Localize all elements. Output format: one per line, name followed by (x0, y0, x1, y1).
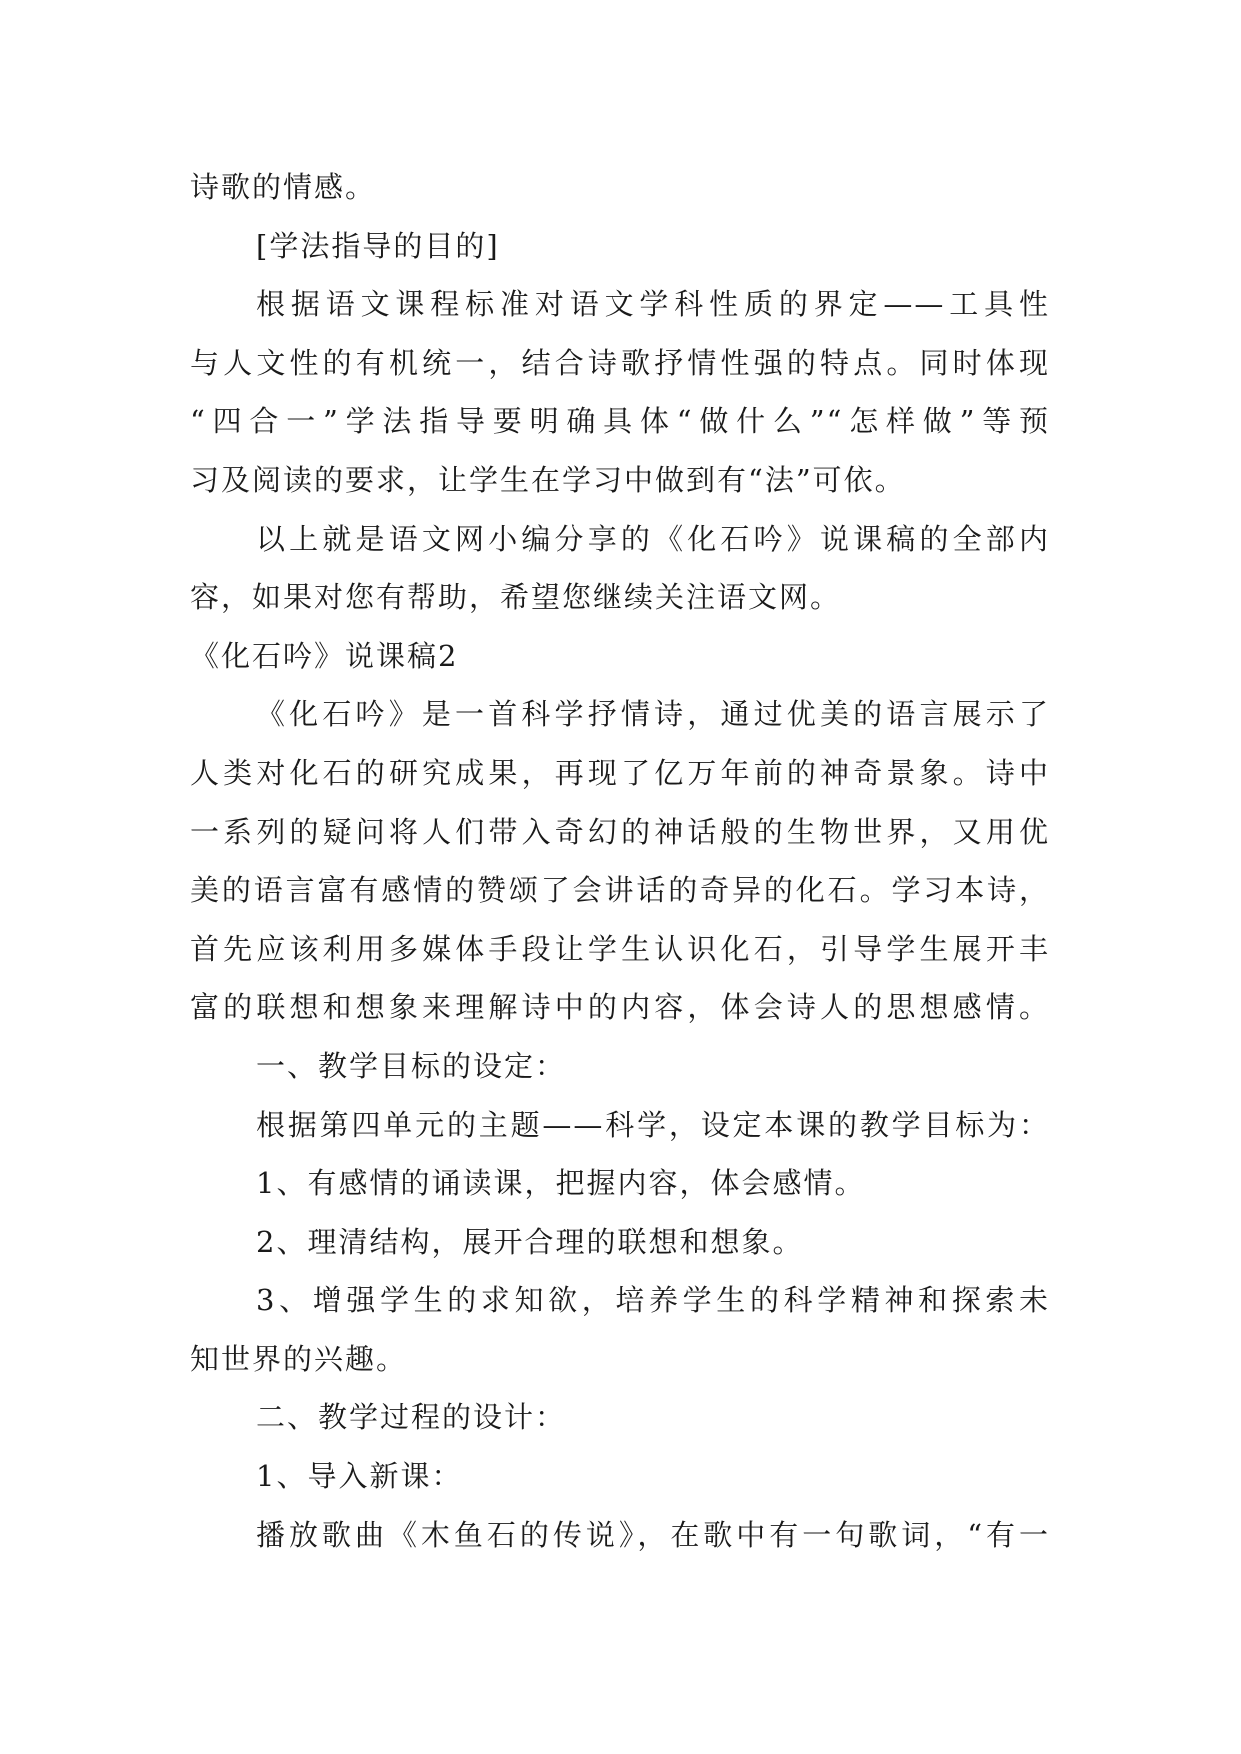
text-line: “四合一”学法指导要明确具体“做什么”“怎样做”等预 (190, 404, 1050, 439)
text-line: 诗歌的情感。 (190, 170, 377, 204)
text-line: 《化石吟》说课稿2 (190, 638, 459, 673)
text-line: 一系列的疑问将人们带入奇幻的神话般的生物世界，又用优 (190, 814, 1050, 849)
text-line: 习及阅读的要求，让学生在学习中做到有“法”可依。 (190, 462, 906, 497)
text-line: 1、导入新课： (256, 1459, 463, 1494)
text-line: 容，如果对您有帮助，希望您继续关注语文网。 (190, 580, 842, 615)
text-line: 1、有感情的诵读课，把握内容，体会感情。 (256, 1166, 866, 1201)
text-line: 3、增强学生的求知欲，培养学生的科学精神和探索未 (256, 1283, 1050, 1318)
text-line: 以上就是语文网小编分享的《化石吟》说课稿的全部内 (256, 521, 1050, 556)
text-line: 人类对化石的研究成果，再现了亿万年前的神奇景象。诗中 (190, 755, 1050, 790)
text-line: 美的语言富有感情的赞颂了会讲话的奇异的化石。学习本诗， (190, 873, 1050, 908)
text-line: [学法指导的目的] (256, 228, 500, 263)
text-line: 播放歌曲《木鱼石的传说》，在歌中有一句歌词，“有一 (256, 1517, 1050, 1552)
text-line: 根据第四单元的主题——科学，设定本课的教学目标为： (256, 1107, 1050, 1142)
text-line: 《化石吟》是一首科学抒情诗，通过优美的语言展示了 (256, 697, 1050, 732)
text-line: 一、教学目标的设定： (256, 1048, 567, 1083)
text-line: 知世界的兴趣。 (190, 1341, 408, 1376)
text-line: 与人文性的有机统一，结合诗歌抒情性强的特点。同时体现 (190, 345, 1050, 380)
text-line: 二、教学过程的设计： (256, 1400, 567, 1435)
text-line: 首先应该利用多媒体手段让学生认识化石，引导学生展开丰 (190, 931, 1050, 966)
text-line: 富的联想和想象来理解诗中的内容，体会诗人的思想感情。 (190, 990, 1050, 1025)
text-line: 2、理清结构，展开合理的联想和想象。 (256, 1224, 804, 1259)
text-line: 根据语文课程标准对语文学科性质的界定——工具性 (256, 287, 1050, 322)
body-text (190, 158, 1050, 1564)
